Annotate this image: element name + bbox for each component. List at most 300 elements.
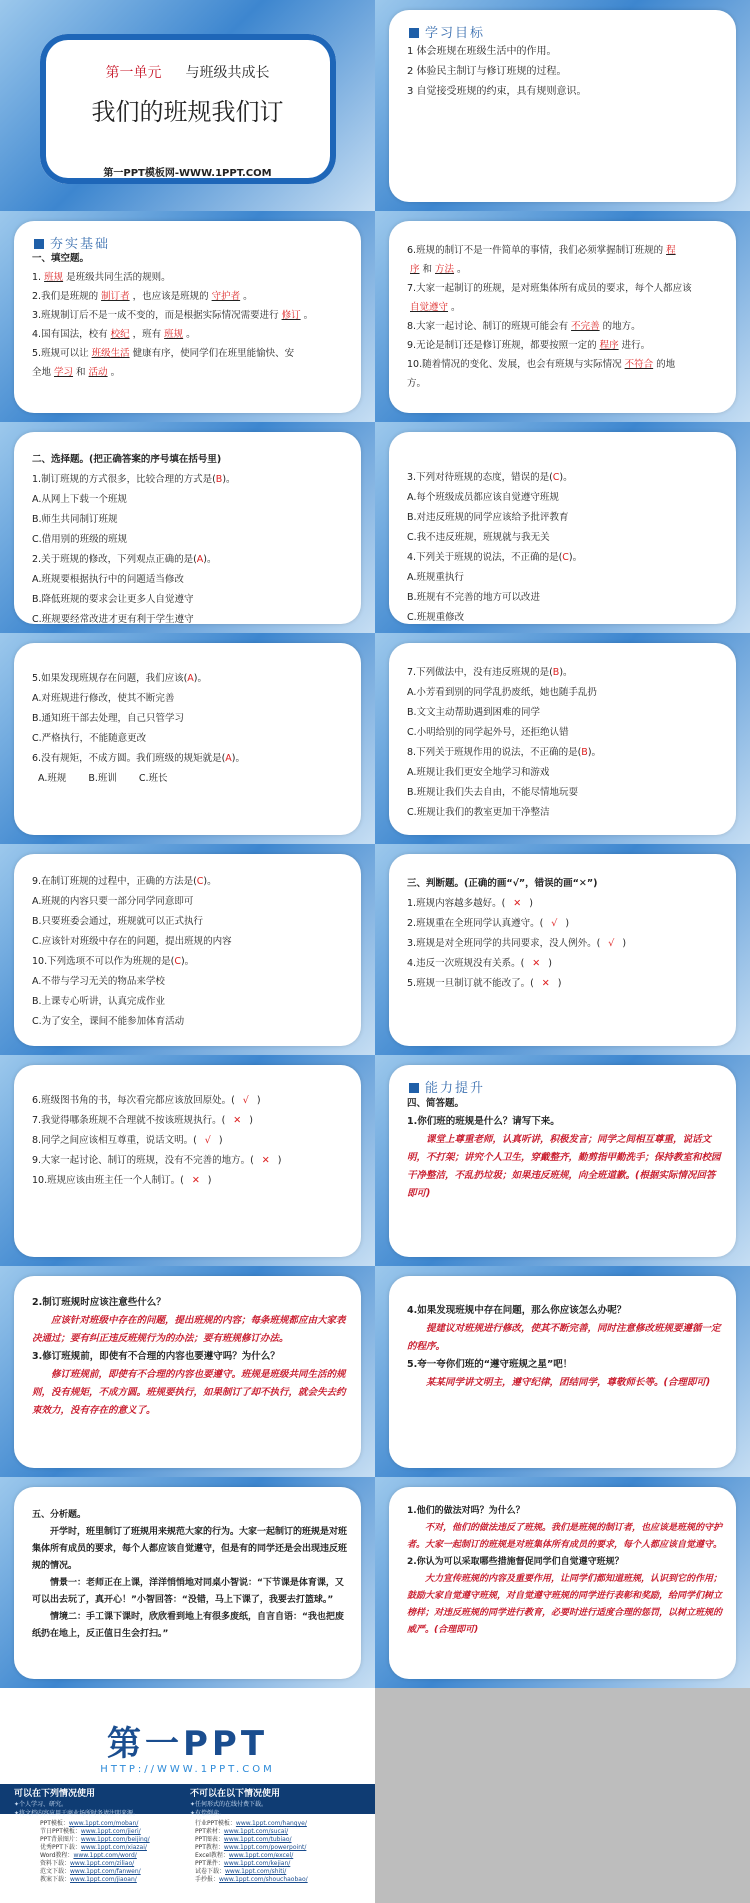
answer-paragraph xyxy=(407,1131,724,1203)
slide-basics[interactable] xyxy=(0,211,375,422)
answer-mark: A xyxy=(225,753,232,764)
question: 3.修订班规前，即使有不合理的内容也要遵守吗？为什么？ xyxy=(32,1351,280,1362)
answer-note: (根据实际情况回答即可) xyxy=(407,1170,716,1199)
q-text: )。 xyxy=(203,554,217,565)
q-text: 3.下列对待班规的态度，错误的是( xyxy=(407,472,553,483)
link-row xyxy=(195,1844,308,1852)
answer-mark: √ xyxy=(551,918,558,929)
usage-note: ✦任何形式的在线付费下载。 xyxy=(190,1801,268,1808)
slide-judge2[interactable] xyxy=(0,1055,375,1266)
answer-blank: 学习 xyxy=(54,367,74,378)
q-text: 7.我觉得哪条班规不合理就不按该班规执行。( xyxy=(32,1115,226,1126)
choice-option: C.班规重修改 xyxy=(407,612,465,623)
answer-mark: B xyxy=(552,667,560,678)
card xyxy=(14,221,361,413)
choice-option: B.对违反班规的同学应该给予批评教育 xyxy=(407,512,569,523)
answer-blank: 班规 xyxy=(44,272,64,283)
answer-mark: B xyxy=(215,474,223,485)
q-text: 4.下列关于班规的说法，不正确的是( xyxy=(407,552,563,563)
answer-text: 修订班规前，即使有不合理的内容也要遵守。班规是班级共同生活的规则，没有规矩，不成方圆。班规要执行，如果制订了却不执行，就会失去约束效力，没有存在的意义了。 xyxy=(32,1369,346,1416)
slide-footer[interactable] xyxy=(0,1688,375,1903)
slide-judge1[interactable] xyxy=(375,844,750,1055)
answer-note: (合理即可) xyxy=(434,1625,479,1635)
q-text: 8.大家一起讨论、制订的班规可能会有 xyxy=(407,321,569,332)
analysis-paragraph: 情境二：手工课下课时，欣欣看到地上有很多废纸，自言自语：“我也把废纸扔在地上，反正值日生会打扫。” xyxy=(32,1612,344,1639)
section-title xyxy=(409,22,485,41)
q-text: 6.没有规矩，不成方圆。我们班级的规矩就是( xyxy=(32,753,226,764)
answer-note: (合理即可) xyxy=(663,1377,711,1388)
answer-mark: A xyxy=(196,554,204,565)
card xyxy=(14,854,361,1046)
q-text: 5.班规可以让 xyxy=(32,348,89,359)
section-heading: 三、判断题。(正确的画“√”，错误的画“✕”) xyxy=(407,878,598,889)
answer-blank: 制订者 xyxy=(101,291,130,302)
judge-list xyxy=(32,1091,349,1191)
answer-blank: 自觉遵守 xyxy=(410,302,449,313)
choice-option: C.班规要经常改进才更有利于学生遵守 xyxy=(32,614,194,624)
q-text: 的地方。 xyxy=(602,321,641,332)
question-10 xyxy=(407,355,724,374)
link[interactable]: www.1ppt.com/kejian/ xyxy=(223,1860,291,1867)
goal-list xyxy=(407,42,724,102)
answer-mark: ✕ xyxy=(513,898,522,909)
answer-blank: 修订 xyxy=(281,310,301,321)
choice-option: A.班规要根据执行中的问题适当修改 xyxy=(32,574,184,585)
choice-option: C.严格执行，不能随意更改 xyxy=(32,733,147,744)
q-text: 健康有序，使同学们在班里能愉快、安 xyxy=(132,348,295,359)
link[interactable]: www.1ppt.com/fanwen/ xyxy=(70,1868,141,1875)
question-5-cont xyxy=(32,363,349,382)
analysis-block xyxy=(32,1507,349,1643)
choice-option: A.小芳看到别的同学乱扔废纸，她也随手乱扔 xyxy=(407,687,597,698)
q-text: 6.班级图书角的书，每次看完都应该放回原处。( xyxy=(32,1095,235,1106)
link-label: PPT背景图片： xyxy=(40,1836,81,1843)
judge-item xyxy=(407,974,724,994)
q-text: ) xyxy=(207,1175,212,1186)
answer-paragraph xyxy=(407,1374,724,1392)
slide-choice1[interactable] xyxy=(0,422,375,633)
answer-text: 大力宣传班规的内容及重要作用，让同学们都知道班规，认识到它的作用；鼓励大家自觉遵守班规，对自觉遵守班规的同学进行表彰和奖励，给同学们树立榜样；对违反班规的同学进行教育，必要时进行适度合理的惩罚，以树立班规的威严。 xyxy=(407,1574,723,1635)
link-label: 范文下载： xyxy=(40,1868,71,1875)
judge-item xyxy=(407,934,724,954)
card xyxy=(389,854,736,1046)
cover-title: 我们的班规我们订 xyxy=(91,98,284,126)
q-text: 的地 xyxy=(656,359,676,370)
link-label: PPT素材： xyxy=(195,1828,224,1835)
q-text: 5.如果发现班规存在问题，我们应该( xyxy=(32,673,188,684)
card xyxy=(389,643,736,835)
question-8 xyxy=(407,317,724,336)
usage-bar xyxy=(0,1784,375,1817)
slide-analysis[interactable] xyxy=(0,1477,375,1688)
choice-option: C.我不违反班规，班规就与我无关 xyxy=(407,532,550,543)
slide-ability3[interactable] xyxy=(375,1266,750,1477)
choice-option: C.借用别的班级的班规 xyxy=(32,534,128,545)
answer-text: 不对，他们的做法违反了班规。我们是班规的制订者，也应该是班规的守护者。大家一起制订的班规是对班集体所有成员的要求，每个人都应该自觉遵守。 xyxy=(407,1523,723,1550)
q-text: ) xyxy=(622,938,627,949)
link-list-left xyxy=(40,1820,150,1884)
q-text: 7.大家一起制订的班规，是对班集体所有成员的要求，每个人都应该 xyxy=(407,283,692,294)
card xyxy=(14,1276,361,1468)
link[interactable]: www.1ppt.com/beijing/ xyxy=(80,1836,150,1843)
slide-fill2[interactable] xyxy=(375,211,750,422)
q-text: ) xyxy=(557,978,562,989)
analysis-answer-block xyxy=(407,1503,724,1639)
q-text: 。 xyxy=(451,302,461,313)
slide-ability1[interactable] xyxy=(375,1055,750,1266)
question: 4.如果发现班规中存在问题，那么你应该怎么办呢？ xyxy=(407,1305,627,1316)
link-label: 试卷下载： xyxy=(195,1868,226,1875)
link-row xyxy=(40,1836,150,1844)
choice-option: A.班规的内容只要一部分同学同意即可 xyxy=(32,896,194,907)
q-text: 7.下列做法中，没有违反班规的是( xyxy=(407,667,553,678)
card xyxy=(389,221,736,413)
link-row xyxy=(40,1828,150,1836)
question-6 xyxy=(407,241,724,260)
q-text: )。 xyxy=(180,956,195,967)
usage-can xyxy=(14,1786,139,1817)
link-label: PPT图表： xyxy=(195,1836,224,1843)
short-answer-block xyxy=(407,1302,724,1392)
link-row xyxy=(195,1852,308,1860)
slide-choice2[interactable] xyxy=(375,422,750,633)
answer-text: 课堂上尊重老师，认真听讲，积极发言；同学之间相互尊重，说话文明，不打架；讲究个人卫生，穿戴整齐，勤剪指甲勤洗手；保持教室和校园干净整洁，不乱扔垃圾；如果违反班规，向全班道歉。 xyxy=(407,1134,721,1181)
link[interactable]: www.1ppt.com/jieri/ xyxy=(80,1828,141,1835)
cover-site: 第一PPT模板网-WWW.1PPT.COM xyxy=(103,168,272,179)
choice-option: B.班规让我们失去自由，不能尽情地玩耍 xyxy=(407,787,579,798)
fill-list xyxy=(407,241,724,393)
choice-option: B.只要班委会通过，班规就可以正式执行 xyxy=(32,916,204,927)
choice-option: B.文文主动帮助遇到困难的同学 xyxy=(407,707,541,718)
section-heading: 一、填空题。 xyxy=(32,253,90,264)
q-text: )。 xyxy=(222,474,236,485)
answer-mark: ✕ xyxy=(261,1155,270,1166)
answer-blank: 序 xyxy=(410,264,420,275)
link[interactable]: www.1ppt.com/powerpoint/ xyxy=(223,1844,307,1851)
choice-option: B.降低班规的要求会让更多人自觉遵守 xyxy=(32,594,194,605)
link-row xyxy=(40,1852,150,1860)
choice-question xyxy=(32,669,349,689)
choice-question xyxy=(32,749,349,769)
q-text: 。 xyxy=(303,310,314,321)
judge-item xyxy=(32,1131,349,1151)
section-heading: 二、选择题。(把正确答案的序号填在括号里) xyxy=(32,454,222,465)
question: 1.你们班的班规是什么？请写下来。 xyxy=(407,1116,560,1127)
answer-mark: C xyxy=(196,876,204,887)
section-square-icon xyxy=(409,1083,419,1093)
answer-mark: B xyxy=(581,747,588,758)
link-label: Excel教程： xyxy=(195,1852,229,1859)
card xyxy=(14,643,361,835)
card xyxy=(389,432,736,624)
choice-list xyxy=(32,872,349,1032)
answer-text: 某某同学讲文明主，遵守纪律，团结同学，尊敬师长等。 xyxy=(426,1377,664,1388)
answer-blank: 程 xyxy=(666,245,676,256)
answer-text: 应该针对班级中存在的问题，提出班规的内容；每条班规都应由大家表决通过；要有纠正违反班规行为的办法；要有班规修订办法。 xyxy=(32,1315,346,1344)
choice-list xyxy=(407,663,724,823)
choice-question xyxy=(32,470,349,490)
section-heading: 四、简答题。 xyxy=(407,1098,465,1109)
answer-blank: 不符合 xyxy=(624,359,654,370)
link-label: Word教程： xyxy=(40,1852,74,1859)
short-answer-block xyxy=(407,1095,724,1203)
link-row xyxy=(40,1820,150,1828)
answer-blank: 活动 xyxy=(88,367,108,378)
section-title-text: 能力提升 xyxy=(425,1081,486,1096)
q-text: 。 xyxy=(243,291,253,302)
card xyxy=(389,1065,736,1257)
choice-option: A.不带与学习无关的物品来学校 xyxy=(32,976,165,987)
q-text: 1.班规内容越多越好。( xyxy=(407,898,506,909)
link-row xyxy=(40,1860,150,1868)
card xyxy=(14,1065,361,1257)
q-text: 10.下列选项不可以作为班规的是( xyxy=(32,956,175,967)
answer-blank: 班级生活 xyxy=(91,348,130,359)
q-text: 3.班规是对全班同学的共同要求，没人例外。( xyxy=(407,938,601,949)
choice-option: A.对班规进行修改，使其不断完善 xyxy=(32,693,175,704)
answer-paragraph xyxy=(407,1571,724,1639)
usage-note: ✦个人学习、研究。 xyxy=(14,1801,68,1808)
choice-question xyxy=(32,872,349,892)
answer-mark: √ xyxy=(608,938,615,949)
q-text: 9.在制订班规的过程中，正确的方法是( xyxy=(32,876,197,887)
choice-question xyxy=(407,548,724,568)
choice-option: C.班规让我们的教室更加干净整洁 xyxy=(407,807,550,818)
usage-can-title: 可以在下列情况使用 xyxy=(14,1789,96,1799)
choice-question xyxy=(407,663,724,683)
slide-choice3[interactable] xyxy=(0,633,375,844)
answer-blank: 程序 xyxy=(599,340,619,351)
q-text: )。 xyxy=(559,472,573,483)
link-row xyxy=(195,1820,308,1828)
link-label: PPT教程： xyxy=(195,1844,224,1851)
answer-blank: 班规 xyxy=(164,329,184,340)
q-text: )。 xyxy=(568,552,583,563)
link[interactable]: www.1ppt.com/sucai/ xyxy=(223,1828,289,1835)
answer-mark: A xyxy=(187,673,194,684)
question-7 xyxy=(407,279,724,298)
q-text: 2.班规重在全班同学认真遵守。( xyxy=(407,918,544,929)
choice-list xyxy=(32,450,349,624)
link[interactable]: www.1ppt.com/xiazai/ xyxy=(80,1844,147,1851)
slide-goals[interactable] xyxy=(375,0,750,211)
q-text: 。 xyxy=(457,264,467,275)
link-label: 节日PPT模板： xyxy=(40,1828,81,1835)
link-label: PPT课件： xyxy=(195,1860,224,1867)
card xyxy=(389,1487,736,1679)
question: 5.夸一夸你们班的“遵守班规之星”吧！ xyxy=(407,1359,573,1370)
goal-item: 3 自觉接受班规的约束，具有规则意识。 xyxy=(407,86,587,97)
choice-option: C.小明给别的同学起外号，还拒绝认错 xyxy=(407,727,569,738)
q-text: 10.随着情况的变化、发展，也会有班规与实际情况 xyxy=(407,359,622,370)
q-text: 全地 xyxy=(32,367,52,378)
link[interactable]: www.1ppt.com/moban/ xyxy=(68,1820,139,1827)
choice-option: C.班长 xyxy=(138,773,168,784)
card xyxy=(14,432,361,624)
slide-cover[interactable] xyxy=(0,0,375,211)
choice-question xyxy=(32,550,349,570)
q-text: 是班级共同生活的规则。 xyxy=(66,272,171,283)
link-label: 手抄报： xyxy=(195,1876,220,1883)
choice-option: B.师生共同制订班规 xyxy=(32,514,118,525)
question-7-cont xyxy=(407,298,724,317)
q-text: ) xyxy=(218,1135,223,1146)
fill-list xyxy=(32,249,349,382)
q-text: )。 xyxy=(193,673,207,684)
q-text: ，也应该是班规的 xyxy=(132,291,209,302)
link-row xyxy=(195,1876,308,1884)
choice-options-row xyxy=(32,769,349,789)
choice-list xyxy=(407,468,724,624)
answer-mark: ✕ xyxy=(191,1175,200,1186)
choice-question xyxy=(407,743,724,763)
choice-option: A.班规重执行 xyxy=(407,572,464,583)
question-1 xyxy=(32,268,349,287)
q-text: 4.国有国法，校有 xyxy=(32,329,108,340)
answer-mark: C xyxy=(174,956,181,967)
q-text: 9.无论是制订还是修订班规，都要按照一定的 xyxy=(407,340,597,351)
goal-item: 2 体验民主制订与修订班规的过程。 xyxy=(407,66,567,77)
link-label: PPT模板： xyxy=(40,1820,69,1827)
link-row xyxy=(195,1828,308,1836)
slide-analysis-answers[interactable] xyxy=(375,1477,750,1688)
q-text: 6.班规的制订不是一件简单的事情，我们必须掌握制订班规的 xyxy=(407,245,664,256)
card xyxy=(389,1276,736,1468)
answer-blank: 校纪 xyxy=(110,329,130,340)
choice-question xyxy=(32,952,349,972)
choice-question xyxy=(407,468,724,488)
choice-option: B.上课专心听讲，认真完成作业 xyxy=(32,996,166,1007)
usage-note: ✦有偿倒卖。 xyxy=(190,1810,226,1817)
brand-url: HTTP://WWW.1PPT.COM xyxy=(100,1764,275,1775)
q-text: 和 xyxy=(76,367,86,378)
q-text: 2.我们是班规的 xyxy=(32,291,99,302)
link-row xyxy=(40,1844,150,1852)
usage-note: ✦将文档内容应用于商业场所时务请注明来源。 xyxy=(14,1810,140,1817)
usage-cannot-title: 不可以在以下情况使用 xyxy=(190,1789,281,1799)
link[interactable]: www.1ppt.com/hangye/ xyxy=(235,1820,307,1827)
link-label: 资料下载： xyxy=(40,1860,71,1867)
slide-choice4[interactable] xyxy=(375,633,750,844)
q-text: 和 xyxy=(422,264,433,275)
q-text: ) xyxy=(529,898,533,909)
q-text: 4.违反一次班规没有关系。( xyxy=(407,958,525,969)
question: 2.你认为可以采取哪些措施督促同学们自觉遵守班规？ xyxy=(407,1557,624,1567)
q-text: ) xyxy=(256,1095,261,1106)
q-text: ) xyxy=(277,1155,282,1166)
link[interactable]: www.1ppt.com/tubiao/ xyxy=(223,1836,292,1843)
brand-logo: 第一PPT xyxy=(106,1724,269,1764)
choice-option: A.班规让我们更安全地学习和游戏 xyxy=(407,767,550,778)
q-text: 10.班规应该由班主任一个人制订。( xyxy=(32,1175,184,1186)
answer-mark: ✕ xyxy=(233,1115,242,1126)
section-heading: 五、分析题。 xyxy=(32,1510,87,1520)
q-text: 8.同学之间应该相互尊重，说话文明。( xyxy=(32,1135,197,1146)
judge-item xyxy=(407,954,724,974)
answer-mark: ✕ xyxy=(532,958,541,969)
answer-mark: √ xyxy=(242,1095,249,1106)
usage-cannot xyxy=(190,1786,280,1817)
q-text: 5.班规一旦制订就不能改了。( xyxy=(407,978,534,989)
section-title-text: 夯实基础 xyxy=(50,237,111,252)
q-text: 9.大家一起讨论、制订的班规，没有不完善的地方。( xyxy=(32,1155,254,1166)
q-text: 1.制订班规的方式很多，比较合理的方式是( xyxy=(32,474,216,485)
choice-list xyxy=(32,669,349,789)
slide-ability2[interactable] xyxy=(0,1266,375,1477)
q-text: 3.班规制订后不是一成不变的，而是根据实际情况需要进行 xyxy=(32,310,279,321)
link[interactable]: www.1ppt.com/excel/ xyxy=(228,1852,294,1859)
goal-item: 1 体会班规在班级生活中的作用。 xyxy=(407,46,557,57)
q-text: ) xyxy=(565,918,570,929)
link-row xyxy=(195,1860,308,1868)
section-title xyxy=(409,1077,485,1096)
q-text: 。 xyxy=(186,329,196,340)
empty-cell xyxy=(375,1688,750,1903)
card xyxy=(14,1487,361,1679)
cover-unit-line xyxy=(0,62,375,82)
cover-unit: 第一单元 xyxy=(105,65,162,81)
analysis-paragraph: 情景一：老师正在上课，洋洋悄悄地对同桌小智说：“下节课是体育课，又可以出去玩了，真开心！”小智回答：“没错，马上下课了，我要去打篮球。” xyxy=(32,1578,344,1605)
link[interactable]: www.1ppt.com/jiaoan/ xyxy=(70,1876,137,1883)
answer-blank: 守护者 xyxy=(211,291,241,302)
q-text: 进行。 xyxy=(621,340,651,351)
link-row xyxy=(195,1868,308,1876)
q-text: )。 xyxy=(559,667,573,678)
q-text: ) xyxy=(548,958,552,969)
link[interactable]: www.1ppt.com/word/ xyxy=(73,1852,137,1859)
choice-option: B.班训 xyxy=(88,773,117,784)
judge-list xyxy=(407,874,724,994)
question-3 xyxy=(32,306,349,325)
section-square-icon xyxy=(409,28,419,38)
answer-mark: √ xyxy=(204,1135,211,1146)
link-row xyxy=(195,1836,308,1844)
q-text: ) xyxy=(249,1115,253,1126)
answer-mark: ✕ xyxy=(541,978,550,989)
cover-subject: 与班级共成长 xyxy=(185,65,270,81)
link[interactable]: www.1ppt.com/shiti/ xyxy=(225,1868,287,1875)
choice-option: A.从网上下载一个班规 xyxy=(32,494,127,505)
question: 2.制订班规时应该注意些什么？ xyxy=(32,1297,166,1308)
judge-item xyxy=(32,1151,349,1171)
q-text: ，班有 xyxy=(132,329,162,340)
answer-blank: 方法 xyxy=(435,264,455,275)
answer-blank: 不完善 xyxy=(571,321,600,332)
link[interactable]: www.1ppt.com/ziliao/ xyxy=(70,1860,135,1867)
link-label: 行业PPT模板： xyxy=(195,1820,236,1827)
slide-choice5[interactable] xyxy=(0,844,375,1055)
card xyxy=(389,10,736,202)
link-row xyxy=(40,1876,150,1884)
q-text: )。 xyxy=(231,753,245,764)
choice-option: C.应该针对班级中存在的问题，提出班规的内容 xyxy=(32,936,232,947)
q-text: 8.下列关于班规作用的说法，不正确的是( xyxy=(407,747,582,758)
analysis-paragraph: 开学时，班里制订了班规用来规范大家的行为。大家一起制订的班规是对班集体所有成员的要求，每个人都应该自觉遵守，但是有的同学还是会出现违反班规的情况。 xyxy=(32,1527,348,1571)
section-square-icon xyxy=(34,239,44,249)
judge-item xyxy=(32,1171,349,1191)
link[interactable]: www.1ppt.com/shouchaobao/ xyxy=(219,1876,308,1883)
question-5 xyxy=(32,344,349,363)
link-label: 教案下载： xyxy=(40,1876,71,1883)
short-answer-block xyxy=(32,1294,349,1420)
question-9 xyxy=(407,336,724,355)
answer-mark: C xyxy=(552,472,560,483)
judge-item xyxy=(32,1091,349,1111)
judge-item xyxy=(407,914,724,934)
question-4 xyxy=(32,325,349,344)
question-10-cont: 方。 xyxy=(407,378,427,389)
choice-option: C.为了安全，课间不能参加体育活动 xyxy=(32,1016,185,1027)
